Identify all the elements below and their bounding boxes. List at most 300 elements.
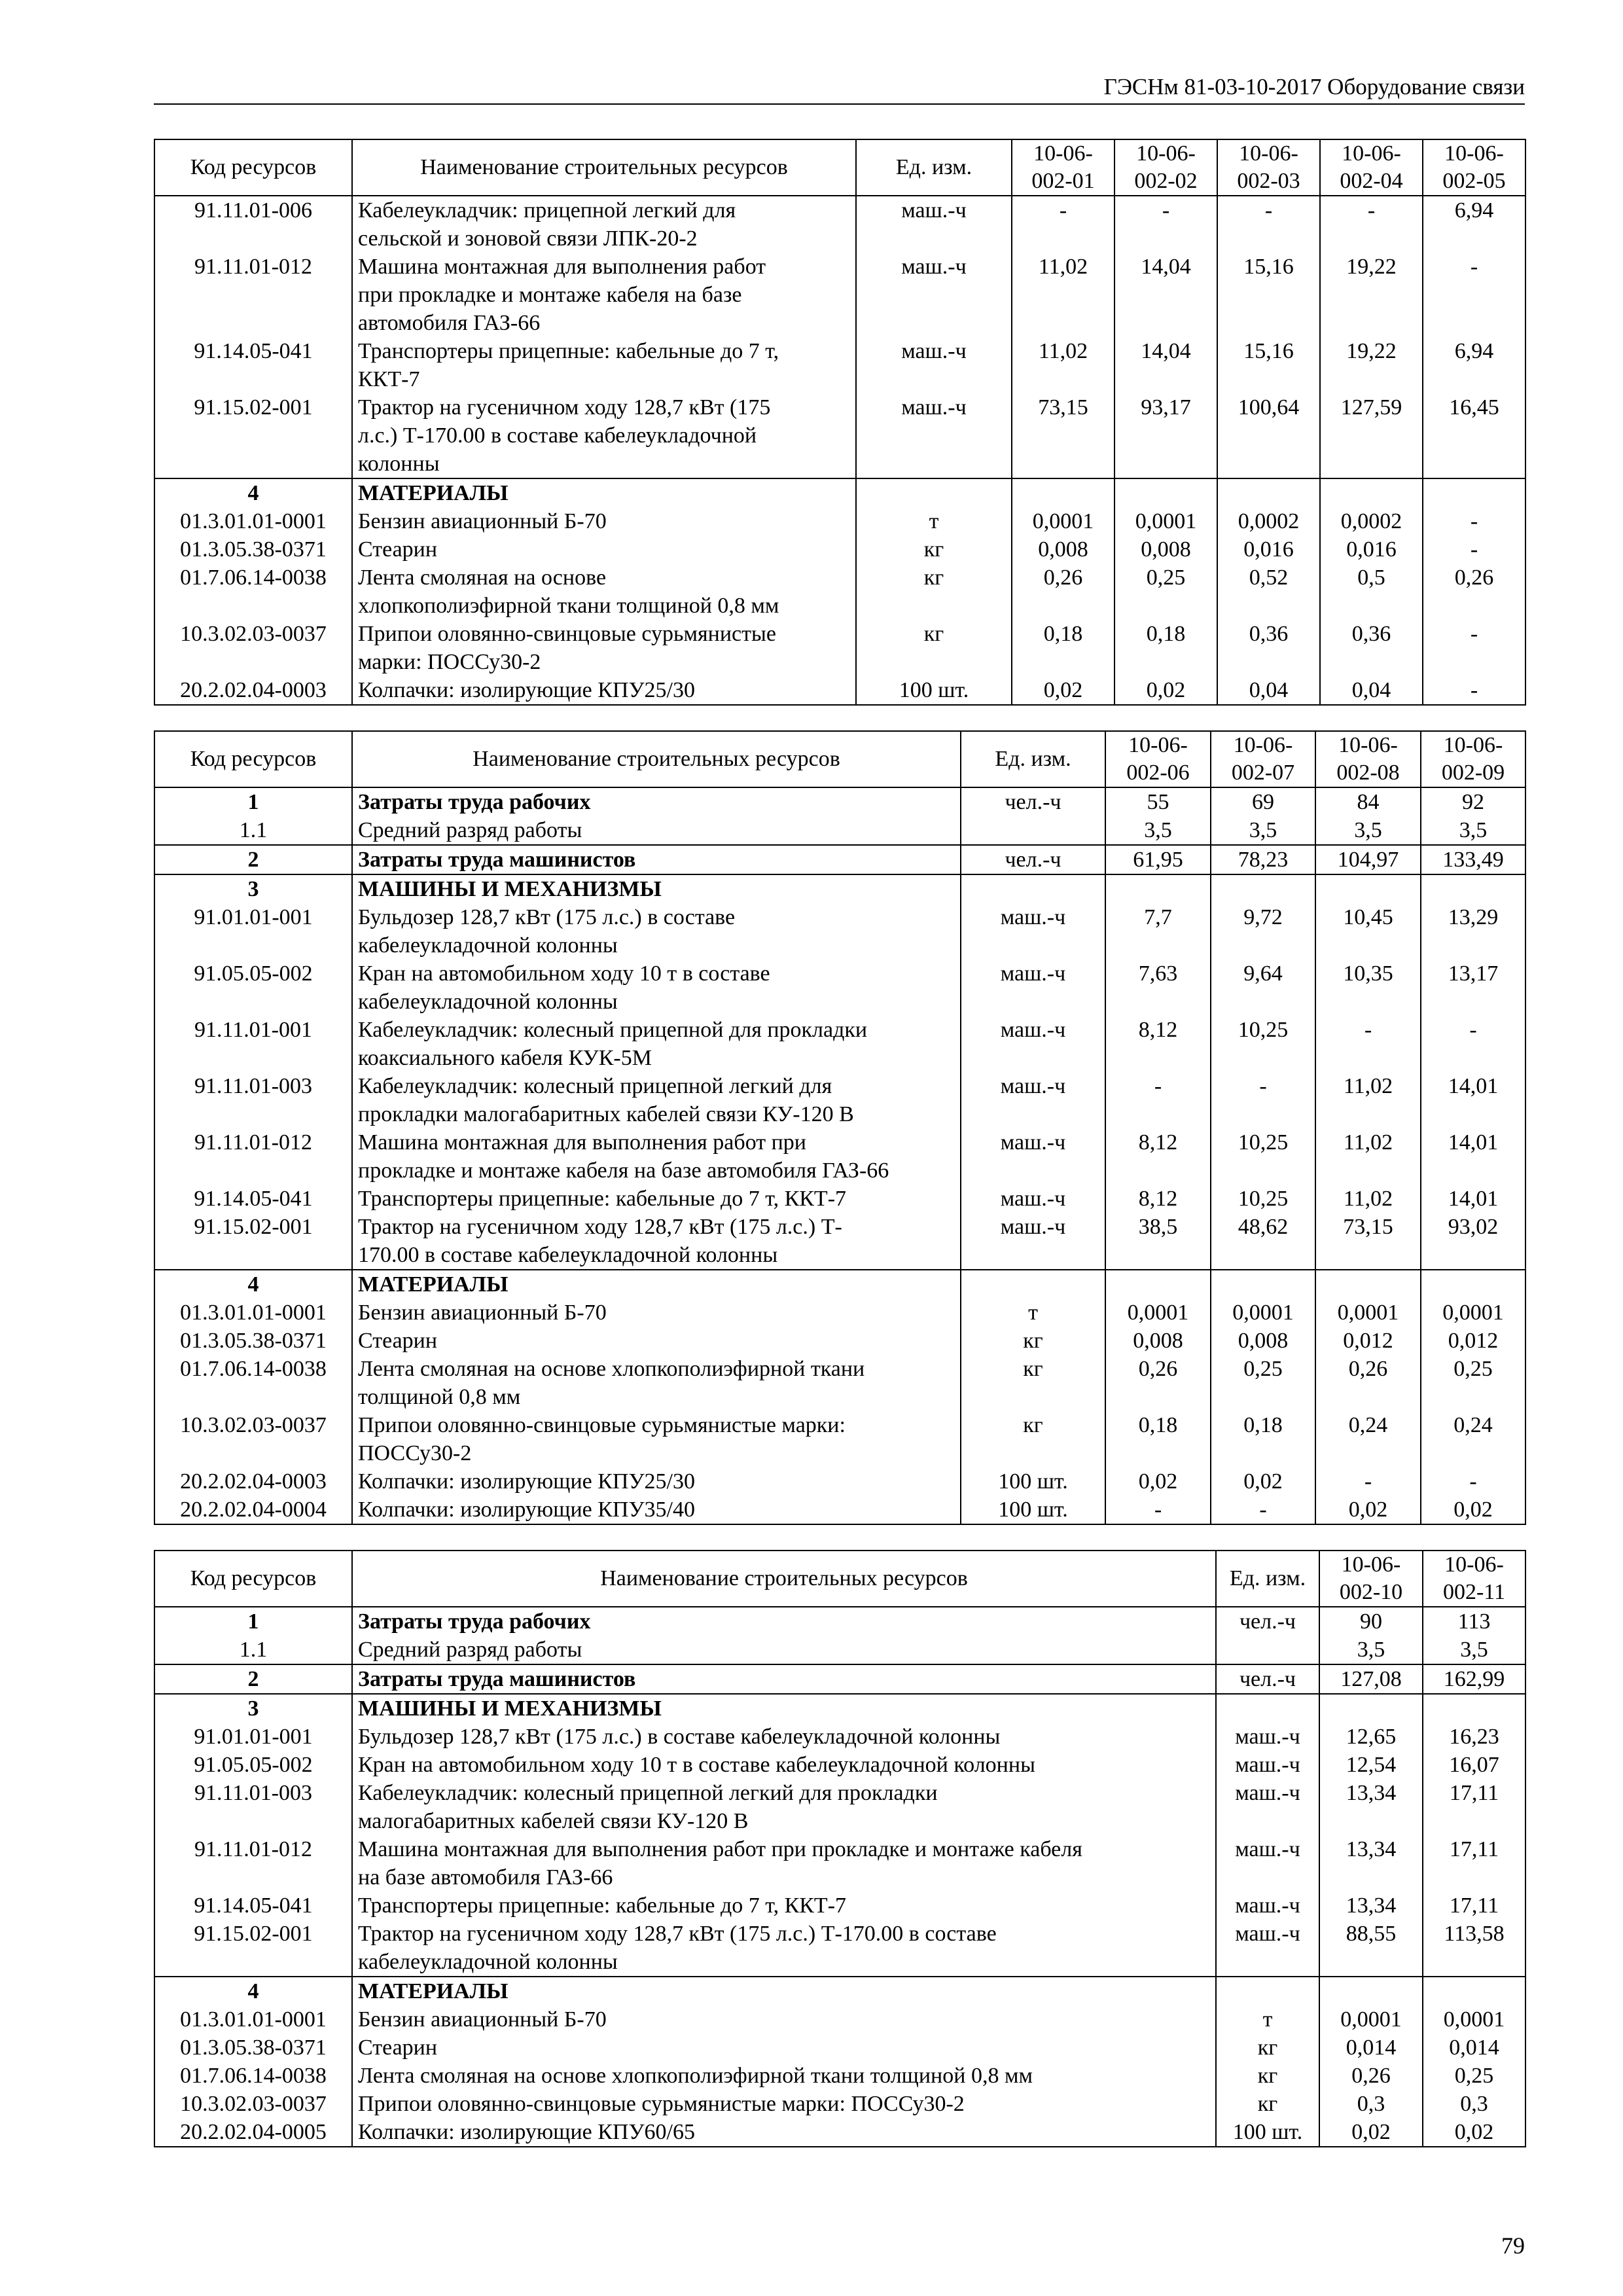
- resource-value: 0,04: [1217, 676, 1320, 705]
- resource-name: Бензин авиационный Б-70: [352, 2005, 1216, 2034]
- resource-value: 0,02: [1105, 1467, 1211, 1496]
- resource-value: 0,014: [1319, 2034, 1423, 2062]
- resource-code: 91.11.01-012: [154, 1835, 352, 1892]
- resource-code: 01.3.05.38-0371: [154, 535, 352, 564]
- resource-name: Кабелеукладчик: прицепной легкий для сельской и зоновой связи ЛПК-20-2: [352, 196, 856, 253]
- resource-value: 10,25: [1211, 1016, 1315, 1072]
- resource-value: 3,5: [1421, 816, 1525, 845]
- table-row: [154, 1835, 1525, 1892]
- resource-unit: маш.-ч: [856, 337, 1012, 393]
- table-row: [154, 2034, 1525, 2062]
- resource-value: 13,17: [1421, 960, 1525, 1016]
- resource-value: -: [1105, 1072, 1211, 1128]
- resource-name: МАТЕРИАЛЫ: [352, 1977, 1216, 2005]
- resource-value: 3,5: [1319, 1636, 1423, 1664]
- resource-name: Бульдозер 128,7 кВт (175 л.с.) в составе кабелеукладочной колонны: [352, 1723, 1216, 1751]
- col-header-name: Наименование строительных ресурсов: [352, 1551, 1216, 1607]
- resource-value: [1421, 1270, 1525, 1299]
- table-row: [154, 816, 1525, 845]
- resource-value: 17,11: [1423, 1835, 1525, 1892]
- resource-name: Кран на автомобильном ходу 10 т в составе кабелеукладочной колонны: [352, 1751, 1216, 1779]
- resource-value: [1115, 478, 1217, 507]
- resource-name: Кабелеукладчик: колесный прицепной легкий для прокладки малогабаритных кабелей связи КУ-120 В: [352, 1072, 961, 1128]
- table-row: [154, 1751, 1525, 1779]
- resources-table-2: [154, 730, 1526, 1525]
- resource-value: 93,17: [1115, 393, 1217, 478]
- resource-value: 14,01: [1421, 1128, 1525, 1185]
- resource-value: 0,36: [1217, 620, 1320, 676]
- resource-value: 0,02: [1423, 2118, 1525, 2147]
- resource-code: 1.1: [154, 1636, 352, 1664]
- resource-value: 0,02: [1421, 1496, 1525, 1524]
- table-row: [154, 1327, 1525, 1355]
- resource-code: 2: [154, 1664, 352, 1694]
- resource-value: 92: [1421, 787, 1525, 816]
- resource-unit: 100 шт.: [1216, 2118, 1319, 2147]
- resource-code: 01.3.01.01-0001: [154, 2005, 352, 2034]
- resource-value: 0,0001: [1421, 1299, 1525, 1327]
- resource-name: Кран на автомобильном ходу 10 т в составе кабелеукладочной колонны: [352, 960, 961, 1016]
- resource-name: Колпачки: изолирующие КПУ35/40: [352, 1496, 961, 1524]
- resource-name: Стеарин: [352, 535, 856, 564]
- resource-value: 73,15: [1012, 393, 1115, 478]
- resource-value: 0,0001: [1315, 1299, 1421, 1327]
- col-header-norm: 10-06- 002-10: [1319, 1551, 1423, 1607]
- resource-value: 11,02: [1315, 1185, 1421, 1213]
- resource-value: [1423, 478, 1525, 507]
- resource-unit: маш.-ч: [1216, 1892, 1319, 1920]
- table-row: [154, 337, 1525, 393]
- resource-value: 0,0001: [1319, 2005, 1423, 2034]
- resource-value: 0,008: [1105, 1327, 1211, 1355]
- table-row: [154, 2090, 1525, 2118]
- resource-value: 0,02: [1115, 676, 1217, 705]
- resource-value: -: [1423, 620, 1525, 676]
- resource-name: МАШИНЫ И МЕХАНИЗМЫ: [352, 874, 961, 903]
- resource-value: 48,62: [1211, 1213, 1315, 1270]
- resource-code: 01.3.05.38-0371: [154, 1327, 352, 1355]
- resource-name: Кабелеукладчик: колесный прицепной для прокладки коаксиального кабеля КУК-5М: [352, 1016, 961, 1072]
- resource-value: 0,3: [1319, 2090, 1423, 2118]
- col-header-code: Код ресурсов: [154, 731, 352, 787]
- table-row: [154, 903, 1525, 960]
- resource-name: Припои оловянно-свинцовые сурьмянистые марки: ПОССу30-2: [352, 620, 856, 676]
- col-header-norm: 10-06- 002-04: [1320, 139, 1423, 196]
- table-row: [154, 960, 1525, 1016]
- resource-name: МАШИНЫ И МЕХАНИЗМЫ: [352, 1694, 1216, 1723]
- resource-value: 0,012: [1315, 1327, 1421, 1355]
- resource-unit: [1216, 1636, 1319, 1664]
- resource-name: МАТЕРИАЛЫ: [352, 478, 856, 507]
- resource-unit: [856, 478, 1012, 507]
- resource-value: 0,016: [1217, 535, 1320, 564]
- table-row: [154, 1185, 1525, 1213]
- resource-code: 3: [154, 874, 352, 903]
- resource-value: 8,12: [1105, 1128, 1211, 1185]
- resource-value: [1315, 1270, 1421, 1299]
- table-row: [154, 507, 1525, 535]
- resource-value: -: [1105, 1496, 1211, 1524]
- resource-unit: маш.-ч: [961, 1016, 1105, 1072]
- resource-unit: маш.-ч: [856, 393, 1012, 478]
- resource-value: 13,34: [1319, 1835, 1423, 1892]
- table-row: [154, 1213, 1525, 1270]
- resource-unit: маш.-ч: [961, 1213, 1105, 1270]
- resource-name: Стеарин: [352, 2034, 1216, 2062]
- table-row: [154, 253, 1525, 337]
- page-header: [154, 71, 1525, 105]
- table-row: [154, 1664, 1525, 1694]
- resource-value: 0,02: [1315, 1496, 1421, 1524]
- resource-code: 91.14.05-041: [154, 1185, 352, 1213]
- resource-code: 3: [154, 1694, 352, 1723]
- col-header-code: Код ресурсов: [154, 139, 352, 196]
- resource-code: 91.11.01-003: [154, 1779, 352, 1835]
- resource-unit: маш.-ч: [961, 1072, 1105, 1128]
- resource-unit: 100 шт.: [961, 1496, 1105, 1524]
- resource-value: 78,23: [1211, 845, 1315, 874]
- resource-unit: кг: [856, 535, 1012, 564]
- resource-value: 0,26: [1423, 564, 1525, 620]
- resource-value: 0,0002: [1217, 507, 1320, 535]
- resource-code: 91.11.01-001: [154, 1016, 352, 1072]
- resource-value: 14,01: [1421, 1185, 1525, 1213]
- resource-value: 9,72: [1211, 903, 1315, 960]
- resource-value: -: [1423, 253, 1525, 337]
- resource-value: 0,18: [1012, 620, 1115, 676]
- resource-unit: [1216, 1977, 1319, 2005]
- resource-value: 0,008: [1211, 1327, 1315, 1355]
- table-row: [154, 1892, 1525, 1920]
- col-header-norm: 10-06- 002-05: [1423, 139, 1525, 196]
- resource-value: 3,5: [1211, 816, 1315, 845]
- resource-code: 91.01.01-001: [154, 1723, 352, 1751]
- resource-value: 0,26: [1012, 564, 1115, 620]
- resource-value: 0,02: [1319, 2118, 1423, 2147]
- resource-value: 0,25: [1115, 564, 1217, 620]
- resource-value: 14,04: [1115, 337, 1217, 393]
- resource-value: 11,02: [1315, 1128, 1421, 1185]
- resource-name: Транспортеры прицепные: кабельные до 7 т, ККТ-7: [352, 1892, 1216, 1920]
- resource-value: 10,25: [1211, 1185, 1315, 1213]
- resource-unit: 100 шт.: [856, 676, 1012, 705]
- resources-table-1: [154, 139, 1526, 706]
- resource-value: 127,59: [1320, 393, 1423, 478]
- page-number: 79: [1501, 2233, 1525, 2259]
- resource-value: 90: [1319, 1607, 1423, 1636]
- resource-unit: маш.-ч: [961, 903, 1105, 960]
- resource-value: 7,63: [1105, 960, 1211, 1016]
- resource-value: -: [1320, 196, 1423, 253]
- resource-name: Припои оловянно-свинцовые сурьмянистые марки: ПОССу30-2: [352, 2090, 1216, 2118]
- resource-code: 91.05.05-002: [154, 1751, 352, 1779]
- resource-value: 8,12: [1105, 1185, 1211, 1213]
- resource-value: 104,97: [1315, 845, 1421, 874]
- resource-code: 91.11.01-012: [154, 1128, 352, 1185]
- resource-name: Транспортеры прицепные: кабельные до 7 т, ККТ-7: [352, 337, 856, 393]
- table-row: [154, 676, 1525, 705]
- table-row: [154, 1016, 1525, 1072]
- resource-code: 01.3.01.01-0001: [154, 1299, 352, 1327]
- table-row: [154, 1128, 1525, 1185]
- resource-value: [1211, 1270, 1315, 1299]
- resource-value: -: [1211, 1496, 1315, 1524]
- resource-unit: маш.-ч: [1216, 1920, 1319, 1977]
- resource-value: 9,64: [1211, 960, 1315, 1016]
- resource-value: 10,45: [1315, 903, 1421, 960]
- resource-code: 4: [154, 1270, 352, 1299]
- resource-name: Лента смоляная на основе хлопкополиэфирной ткани толщиной 0,8 мм: [352, 1355, 961, 1411]
- resource-name: Трактор на гусеничном ходу 128,7 кВт (175 л.с.) Т-170.00 в составе кабелеукладочной колонны: [352, 1920, 1216, 1977]
- resource-value: 0,26: [1315, 1355, 1421, 1411]
- resource-value: 0,0001: [1105, 1299, 1211, 1327]
- col-header-unit: Ед. изм.: [1216, 1551, 1319, 1607]
- resource-unit: маш.-ч: [1216, 1751, 1319, 1779]
- resource-value: -: [1315, 1016, 1421, 1072]
- resource-code: 91.11.01-006: [154, 196, 352, 253]
- resource-value: 15,16: [1217, 253, 1320, 337]
- resource-name: Колпачки: изолирующие КПУ25/30: [352, 1467, 961, 1496]
- table-row: [154, 2005, 1525, 2034]
- resource-code: 20.2.02.04-0004: [154, 1496, 352, 1524]
- resource-code: 01.3.01.01-0001: [154, 507, 352, 535]
- resource-value: 13,34: [1319, 1779, 1423, 1835]
- resource-value: 11,02: [1315, 1072, 1421, 1128]
- resource-value: 0,24: [1315, 1411, 1421, 1467]
- resource-value: 6,94: [1423, 337, 1525, 393]
- resource-unit: [961, 874, 1105, 903]
- resource-value: [1319, 1694, 1423, 1723]
- resource-value: 19,22: [1320, 253, 1423, 337]
- resource-code: 10.3.02.03-0037: [154, 1411, 352, 1467]
- table-row: [154, 1467, 1525, 1496]
- resource-value: 133,49: [1421, 845, 1525, 874]
- resource-unit: кг: [856, 620, 1012, 676]
- resource-code: 91.14.05-041: [154, 337, 352, 393]
- table-row: [154, 393, 1525, 478]
- resource-value: 15,16: [1217, 337, 1320, 393]
- document-title: ГЭСНм 81-03-10-2017 Оборудование связи: [1103, 74, 1525, 99]
- resource-unit: маш.-ч: [1216, 1779, 1319, 1835]
- resource-name: Транспортеры прицепные: кабельные до 7 т, ККТ-7: [352, 1185, 961, 1213]
- resource-code: 91.14.05-041: [154, 1892, 352, 1920]
- resource-value: 0,0002: [1320, 507, 1423, 535]
- header-row: [154, 139, 1525, 196]
- resource-unit: чел.-ч: [961, 787, 1105, 816]
- resource-name: Машина монтажная для выполнения работ при прокладке и монтаже кабеля на базе автомобиля ГАЗ-66: [352, 1128, 961, 1185]
- resource-value: 0,3: [1423, 2090, 1525, 2118]
- resource-unit: кг: [856, 564, 1012, 620]
- resource-value: 6,94: [1423, 196, 1525, 253]
- resource-value: 13,34: [1319, 1892, 1423, 1920]
- resource-value: 55: [1105, 787, 1211, 816]
- resource-value: -: [1315, 1467, 1421, 1496]
- resource-name: Средний разряд работы: [352, 816, 961, 845]
- resource-name: Машина монтажная для выполнения работ при прокладке и монтаже кабеля на базе автомобиля ГАЗ-66: [352, 253, 856, 337]
- resource-value: 0,18: [1105, 1411, 1211, 1467]
- col-header-name: Наименование строительных ресурсов: [352, 139, 856, 196]
- resource-value: 100,64: [1217, 393, 1320, 478]
- resource-code: 20.2.02.04-0003: [154, 1467, 352, 1496]
- resource-value: -: [1421, 1467, 1525, 1496]
- table-row: [154, 564, 1525, 620]
- col-header-norm: 10-06- 002-01: [1012, 139, 1115, 196]
- resource-value: -: [1423, 676, 1525, 705]
- resource-value: [1211, 874, 1315, 903]
- resource-name: Припои оловянно-свинцовые сурьмянистые марки: ПОССу30-2: [352, 1411, 961, 1467]
- table-row: [154, 1496, 1525, 1524]
- resource-value: 0,014: [1423, 2034, 1525, 2062]
- resource-code: 4: [154, 1977, 352, 2005]
- resource-value: 0,0001: [1115, 507, 1217, 535]
- col-header-norm: 10-06- 002-02: [1115, 139, 1217, 196]
- resource-value: 10,25: [1211, 1128, 1315, 1185]
- resource-code: 01.3.05.38-0371: [154, 2034, 352, 2062]
- col-header-unit: Ед. изм.: [961, 731, 1105, 787]
- resource-unit: маш.-ч: [856, 253, 1012, 337]
- resource-value: [1012, 478, 1115, 507]
- header-row: [154, 731, 1525, 787]
- resource-name: Трактор на гусеничном ходу 128,7 кВт (175 л.с.) Т- 170.00 в составе кабелеукладочной колонны: [352, 1213, 961, 1270]
- table-row: [154, 1270, 1525, 1299]
- resource-value: [1105, 1270, 1211, 1299]
- resource-value: [1217, 478, 1320, 507]
- resource-name: Колпачки: изолирующие КПУ25/30: [352, 676, 856, 705]
- table-row: [154, 1723, 1525, 1751]
- resource-value: 17,11: [1423, 1779, 1525, 1835]
- resource-unit: [961, 1270, 1105, 1299]
- resources-table-3: [154, 1550, 1526, 2147]
- resource-value: 0,02: [1012, 676, 1115, 705]
- resource-unit: чел.-ч: [961, 845, 1105, 874]
- resource-value: 0,26: [1105, 1355, 1211, 1411]
- resource-value: 0,0001: [1423, 2005, 1525, 2034]
- resource-value: 0,24: [1421, 1411, 1525, 1467]
- resource-code: 2: [154, 845, 352, 874]
- resource-value: 3,5: [1105, 816, 1211, 845]
- table-row: [154, 1607, 1525, 1636]
- resource-unit: чел.-ч: [1216, 1664, 1319, 1694]
- table-row: [154, 2062, 1525, 2090]
- resource-value: 0,36: [1320, 620, 1423, 676]
- col-header-norm: 10-06- 002-08: [1315, 731, 1421, 787]
- resource-unit: кг: [961, 1411, 1105, 1467]
- resource-value: [1315, 874, 1421, 903]
- resource-unit: кг: [1216, 2062, 1319, 2090]
- resource-name: Машина монтажная для выполнения работ при прокладке и монтаже кабеля на базе автомобиля ГАЗ-66: [352, 1835, 1216, 1892]
- table-row: [154, 787, 1525, 816]
- resource-code: 91.01.01-001: [154, 903, 352, 960]
- resource-value: 0,04: [1320, 676, 1423, 705]
- resource-value: 0,5: [1320, 564, 1423, 620]
- resource-code: 91.15.02-001: [154, 393, 352, 478]
- resource-code: 10.3.02.03-0037: [154, 2090, 352, 2118]
- resource-name: Затраты труда рабочих: [352, 787, 961, 816]
- resource-value: -: [1421, 1016, 1525, 1072]
- resource-value: 127,08: [1319, 1664, 1423, 1694]
- table-row: [154, 196, 1525, 253]
- resource-code: 91.11.01-003: [154, 1072, 352, 1128]
- table-row: [154, 1779, 1525, 1835]
- resource-value: 17,11: [1423, 1892, 1525, 1920]
- resource-value: 61,95: [1105, 845, 1211, 874]
- col-header-unit: Ед. изм.: [856, 139, 1012, 196]
- resource-value: 0,18: [1211, 1411, 1315, 1467]
- resource-value: 16,23: [1423, 1723, 1525, 1751]
- resource-code: 01.7.06.14-0038: [154, 2062, 352, 2090]
- resource-name: МАТЕРИАЛЫ: [352, 1270, 961, 1299]
- resource-value: 0,25: [1421, 1355, 1525, 1411]
- resource-value: 0,0001: [1012, 507, 1115, 535]
- resource-unit: т: [856, 507, 1012, 535]
- resource-unit: маш.-ч: [1216, 1835, 1319, 1892]
- resource-name: Бензин авиационный Б-70: [352, 507, 856, 535]
- resource-code: 10.3.02.03-0037: [154, 620, 352, 676]
- resource-value: 0,008: [1012, 535, 1115, 564]
- resource-code: 91.15.02-001: [154, 1213, 352, 1270]
- resource-unit: т: [961, 1299, 1105, 1327]
- resource-value: 73,15: [1315, 1213, 1421, 1270]
- resource-name: Затраты труда рабочих: [352, 1607, 1216, 1636]
- table-row: [154, 1977, 1525, 2005]
- resource-name: Трактор на гусеничном ходу 128,7 кВт (175 л.с.) Т-170.00 в составе кабелеукладочной колонны: [352, 393, 856, 478]
- resource-value: [1423, 1694, 1525, 1723]
- resource-value: 162,99: [1423, 1664, 1525, 1694]
- resource-value: 84: [1315, 787, 1421, 816]
- resource-value: 0,008: [1115, 535, 1217, 564]
- resource-unit: кг: [961, 1327, 1105, 1355]
- resource-code: 20.2.02.04-0003: [154, 676, 352, 705]
- resource-value: -: [1115, 196, 1217, 253]
- resource-value: 16,45: [1423, 393, 1525, 478]
- resource-value: 10,35: [1315, 960, 1421, 1016]
- resource-code: 20.2.02.04-0005: [154, 2118, 352, 2147]
- resource-value: 11,02: [1012, 253, 1115, 337]
- table-row: [154, 1411, 1525, 1467]
- table-row: [154, 1694, 1525, 1723]
- resource-value: 14,04: [1115, 253, 1217, 337]
- resource-value: [1105, 874, 1211, 903]
- resource-value: 0,26: [1319, 2062, 1423, 2090]
- resource-unit: маш.-ч: [961, 1128, 1105, 1185]
- resource-value: 93,02: [1421, 1213, 1525, 1270]
- resource-value: 8,12: [1105, 1016, 1211, 1072]
- resource-value: 0,18: [1115, 620, 1217, 676]
- resource-code: 4: [154, 478, 352, 507]
- resource-value: 11,02: [1012, 337, 1115, 393]
- resource-name: Бульдозер 128,7 кВт (175 л.с.) в составе кабелеукладочной колонны: [352, 903, 961, 960]
- resource-name: Лента смоляная на основе хлопкополиэфирной ткани толщиной 0,8 мм: [352, 2062, 1216, 2090]
- resource-code: 91.11.01-012: [154, 253, 352, 337]
- resource-unit: кг: [1216, 2090, 1319, 2118]
- col-header-norm: 10-06- 002-07: [1211, 731, 1315, 787]
- resource-value: 0,02: [1211, 1467, 1315, 1496]
- col-header-norm: 10-06- 002-06: [1105, 731, 1211, 787]
- resource-code: 91.05.05-002: [154, 960, 352, 1016]
- resource-value: 14,01: [1421, 1072, 1525, 1128]
- table-row: [154, 845, 1525, 874]
- resource-code: 1: [154, 1607, 352, 1636]
- table-row: [154, 478, 1525, 507]
- resource-value: 3,5: [1423, 1636, 1525, 1664]
- resource-value: [1421, 874, 1525, 903]
- resource-value: 0,52: [1217, 564, 1320, 620]
- resource-value: 7,7: [1105, 903, 1211, 960]
- col-header-code: Код ресурсов: [154, 1551, 352, 1607]
- resource-name: Бензин авиационный Б-70: [352, 1299, 961, 1327]
- resource-value: 0,0001: [1211, 1299, 1315, 1327]
- resource-unit: маш.-ч: [961, 1185, 1105, 1213]
